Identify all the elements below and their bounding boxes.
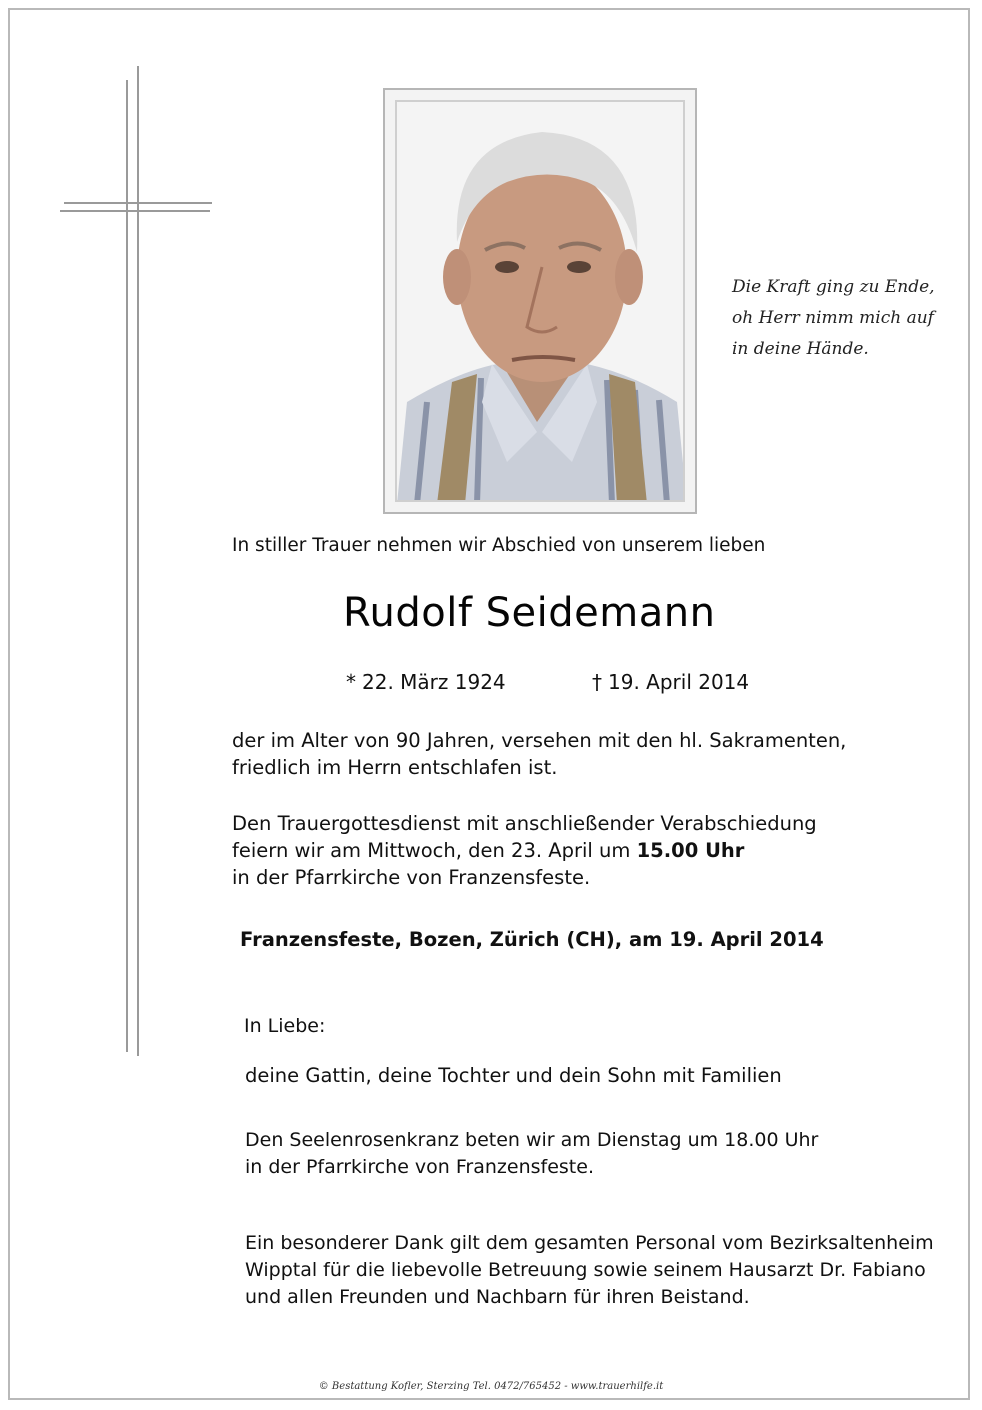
paragraph-line bbox=[232, 837, 817, 864]
portrait-photo-frame bbox=[383, 88, 697, 514]
mourners-list: deine Gattin, deine Tochter und dein Sohn mit Familien bbox=[245, 1064, 782, 1087]
service-day-text: feiern wir am Mittwoch, den 23. April um bbox=[232, 839, 637, 862]
place-date: Franzensfeste, Bozen, Zürich (CH), am 19. April 2014 bbox=[240, 928, 824, 951]
service-paragraph bbox=[232, 810, 817, 891]
deceased-name: Rudolf Seidemann bbox=[343, 590, 716, 636]
passing-paragraph bbox=[232, 727, 846, 781]
paragraph-line: in der Pfarrkirche von Franzensfeste. bbox=[232, 866, 591, 889]
quote-line: in deine Hände. bbox=[732, 339, 869, 359]
service-time: 15.00 Uhr bbox=[636, 839, 745, 862]
paragraph-line: in der Pfarrkirche von Franzensfeste. bbox=[245, 1156, 594, 1178]
birth-date-text: 22. März 1924 bbox=[362, 670, 506, 694]
quote-line: oh Herr nimm mich auf bbox=[732, 308, 934, 328]
rosary-paragraph bbox=[245, 1127, 818, 1181]
quote-verse bbox=[732, 272, 967, 365]
death-symbol: † bbox=[592, 670, 602, 694]
birth-symbol: * bbox=[346, 670, 356, 694]
paragraph-line: friedlich im Herrn entschlafen ist. bbox=[232, 756, 558, 779]
paragraph-line: Ein besonderer Dank gilt dem gesamten Personal vom Bezirksaltenheim bbox=[245, 1232, 934, 1254]
paragraph-line: der im Alter von 90 Jahren, versehen mit den hl. Sakramenten, bbox=[232, 729, 847, 752]
thanks-paragraph bbox=[245, 1230, 934, 1311]
death-date bbox=[592, 670, 749, 694]
death-date-text: 19. April 2014 bbox=[608, 670, 750, 694]
portrait-photo bbox=[395, 100, 685, 502]
intro-text: In stiller Trauer nehmen wir Abschied von unserem lieben bbox=[232, 535, 766, 556]
quote-line: Die Kraft ging zu Ende, bbox=[732, 277, 935, 297]
paragraph-line: und allen Freunden und Nachbarn für ihren Beistand. bbox=[245, 1286, 750, 1308]
paragraph-line: Den Trauergottesdienst mit anschließender Verabschiedung bbox=[232, 812, 817, 835]
paragraph-line: Den Seelenrosenkranz beten wir am Dienstag um 18.00 Uhr bbox=[245, 1129, 819, 1151]
paragraph-line: Wipptal für die liebevolle Betreuung sowie seinem Hausarzt Dr. Fabiano bbox=[245, 1259, 926, 1281]
mourners-heading: In Liebe: bbox=[244, 1015, 326, 1037]
footer-credit: © Bestattung Kofler, Sterzing Tel. 0472/765452 - www.trauerhilfe.it bbox=[318, 1381, 664, 1392]
birth-date bbox=[346, 670, 506, 694]
